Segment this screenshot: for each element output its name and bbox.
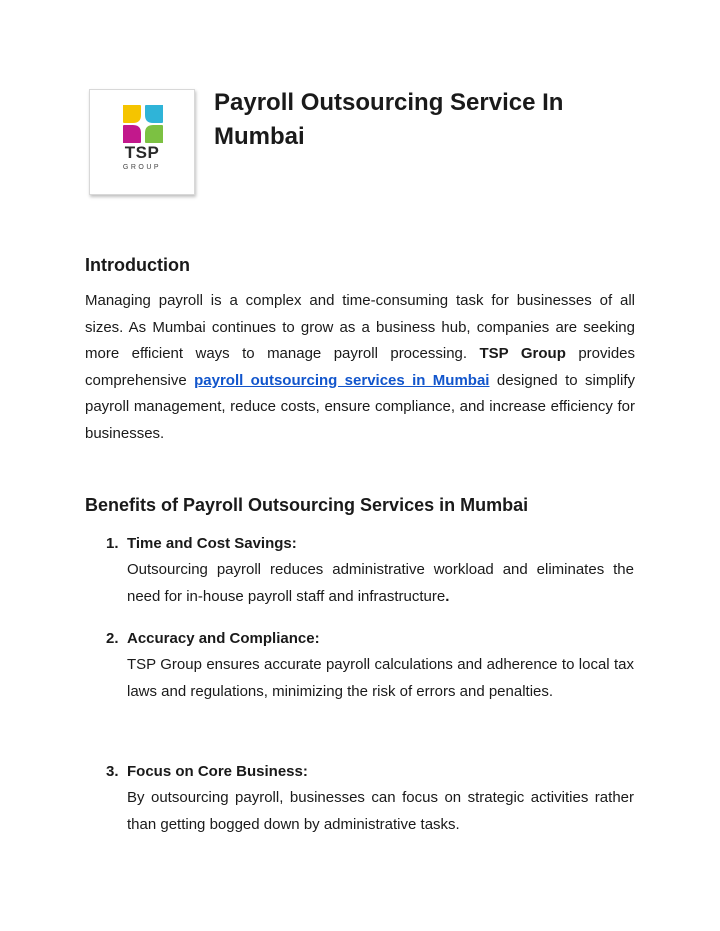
benefit-2-title: Accuracy and Compliance: xyxy=(127,630,320,647)
page-title: Payroll Outsourcing Service In Mumbai xyxy=(214,89,564,150)
tsp-group-logo xyxy=(89,89,195,195)
benefits-heading: Benefits of Payroll Outsourcing Services in Mumbai xyxy=(85,495,529,515)
benefit-3-body: By outsourcing payroll, businesses can focus on strategic activities rather than getting bogged down by administrative tasks. xyxy=(127,789,634,833)
logo-subtitle: GROUP xyxy=(122,164,162,171)
intro-heading: Introduction xyxy=(85,255,190,275)
benefit-2-body: TSP Group ensures accurate payroll calculations and adherence to local tax laws and regulations, minimizing the risk of errors and penalties. xyxy=(127,656,634,700)
intro-paragraph xyxy=(85,288,635,448)
benefit-1-period: . xyxy=(445,587,450,605)
intro-text-1: Managing payroll is a complex and time-consuming task for businesses of all sizes. As Mumbai continues to grow as a business hub, companies are seeking more efficient ways to manage payroll processing. xyxy=(85,292,635,363)
benefit-1-text: Outsourcing payroll reduces administrative workload and eliminates the need for in-house payroll staff and infrastructure xyxy=(127,561,634,605)
benefit-1-title: Time and Cost Savings: xyxy=(127,535,297,552)
intro-text-2: provides comprehensive xyxy=(85,345,636,389)
benefit-1-number: 1. xyxy=(106,535,119,552)
benefit-2-number: 2. xyxy=(106,630,119,647)
logo-name: TSP xyxy=(124,143,160,162)
payroll-services-link[interactable]: payroll outsourcing services in Mumbai xyxy=(194,371,490,389)
brand-name: TSP Group xyxy=(479,345,566,363)
intro-text-3: designed to simplify payroll management, reduce costs, ensure compliance, and increase efficiency for businesses. xyxy=(85,371,635,442)
benefit-1-body xyxy=(127,557,634,610)
benefit-3-title: Focus on Core Business: xyxy=(127,763,308,780)
benefit-3-number: 3. xyxy=(106,763,119,780)
tsp-petal-logo-icon xyxy=(122,104,164,144)
